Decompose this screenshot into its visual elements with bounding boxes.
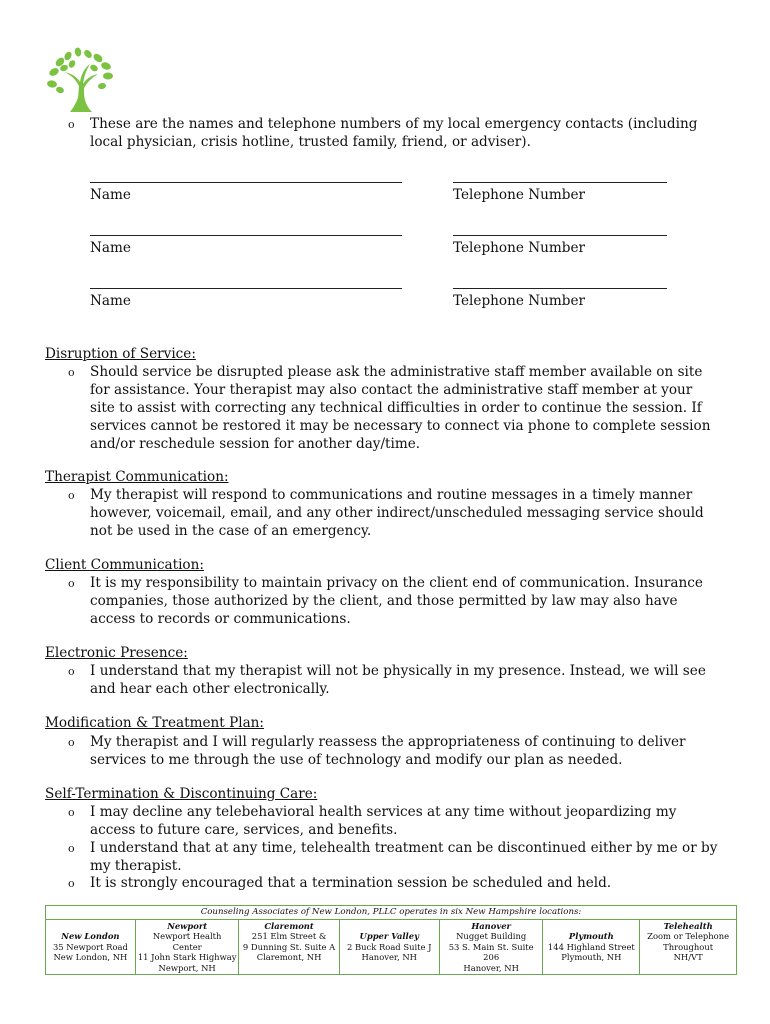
location-line: Hanover, NH (463, 962, 519, 973)
list-item (68, 839, 720, 875)
item-text: It is strongly encouraged that a termination session be scheduled and held. (90, 875, 612, 891)
location-line: Newport Health Center (152, 931, 222, 952)
list-item (68, 874, 720, 893)
location-line: Nugget Building (456, 931, 527, 941)
bullet-marker: o (68, 118, 75, 131)
location-line: 35 Newport Road (52, 941, 128, 952)
location-name: Telehealth (663, 920, 713, 931)
location-line: 144 Highland Street (547, 941, 635, 952)
section-heading-electronic: Electronic Presence: (45, 645, 188, 661)
bullet-marker: o (68, 842, 75, 855)
bullet-marker: o (68, 665, 75, 678)
location-name: Newport (167, 920, 208, 931)
location-line: New London, NH (53, 952, 128, 962)
list-item (68, 486, 720, 540)
location-line: 2 Buck Road Suite J (347, 941, 432, 952)
list-item (68, 733, 720, 769)
bullet-marker: o (68, 877, 75, 890)
location-cell (239, 919, 339, 975)
location-line: NH/VT (673, 952, 703, 962)
item-text: It is my responsibility to maintain privacy on the client end of communication. Insurance companies, those authorized by the client, and those permitted by law may also have access to records or communications. (90, 575, 703, 627)
section-heading-termination: Self-Termination & Discontinuing Care: (45, 786, 318, 802)
location-line: Claremont, NH (256, 952, 322, 962)
location-cell (46, 919, 136, 975)
location-line: Hanover, NH (361, 952, 417, 962)
phone-label: Telephone Number (453, 187, 585, 203)
item-text: My therapist and I will regularly reassess the appropriateness of continuing to deliver services to me through the use of technology and modify our plan as needed. (90, 734, 686, 768)
location-line: 9 Dunning St. Suite A (242, 941, 336, 952)
location-cell (543, 919, 640, 975)
location-cell (439, 919, 543, 975)
location-name: Upper Valley (359, 931, 419, 941)
location-name: Claremont (264, 920, 314, 931)
locations-footer-table (45, 905, 737, 975)
tree-logo-icon (44, 46, 116, 112)
location-cell (135, 919, 239, 975)
location-line: Newport, NH (158, 962, 216, 973)
location-name: New London (61, 931, 120, 941)
location-name: Plymouth (568, 931, 614, 941)
item-text: I understand that at any time, telehealth treatment can be discontinued either by me or by my therapist. (90, 840, 718, 874)
name-label: Name (90, 187, 131, 203)
location-line: Throughout (663, 941, 714, 952)
section-heading-disruption: Disruption of Service: (45, 346, 196, 362)
location-line: Plymouth, NH (561, 952, 622, 962)
section-heading-modification: Modification & Treatment Plan: (45, 715, 265, 731)
phone-label: Telephone Number (453, 240, 585, 256)
item-text: I may decline any telebehavioral health services at any time without jeopardizing my access to future care, services, and benefits. (90, 804, 677, 838)
phone-blank-line[interactable] (453, 235, 667, 236)
location-cell (640, 919, 737, 975)
list-item (68, 574, 720, 628)
intro-bullet (68, 115, 720, 151)
list-item (68, 662, 720, 698)
intro-text: These are the names and telephone numbers of my local emergency contacts (including local physician, crisis hotline, trusted family, friend, or adviser). (90, 116, 698, 150)
bullet-marker: o (68, 736, 75, 749)
location-line: 11 John Stark Highway (137, 952, 237, 962)
phone-blank-line[interactable] (453, 182, 667, 183)
phone-label: Telephone Number (453, 293, 585, 309)
phone-blank-line[interactable] (453, 288, 667, 289)
bullet-marker: o (68, 577, 75, 590)
item-text: My therapist will respond to communications and routine messages in a timely manner however, voicemail, email, and any other indirect/unscheduled messaging service should not be used in the case of an emergency. (90, 487, 704, 539)
location-line: Zoom or Telephone (647, 931, 730, 941)
bullet-marker: o (68, 806, 75, 819)
list-item (68, 363, 720, 453)
section-heading-therapist: Therapist Communication: (45, 469, 229, 485)
item-text: I understand that my therapist will not be physically in my presence. Instead, we will see and hear each other electronically. (90, 663, 706, 697)
name-label: Name (90, 240, 131, 256)
name-blank-line[interactable] (90, 235, 402, 236)
list-item (68, 803, 720, 839)
bullet-marker: o (68, 489, 75, 502)
section-heading-client: Client Communication: (45, 557, 204, 573)
name-label: Name (90, 293, 131, 309)
location-line: 251 Elm Street & (251, 931, 327, 941)
footer-header: Counseling Associates of New London, PLLC operates in six New Hampshire locations: (46, 906, 737, 920)
item-text: Should service be disrupted please ask the administrative staff member available on site for assistance. Your therapist may also contact the administrative staff member at your site to assist with correcting any technical difficulties in order to continue the session. If services cannot be restored it may be necessary to connect via phone to complete session and/or reschedule session for another day/time. (90, 364, 711, 452)
name-blank-line[interactable] (90, 288, 402, 289)
name-blank-line[interactable] (90, 182, 402, 183)
location-line: 53 S. Main St. Suite 206 (448, 941, 534, 962)
location-cell (339, 919, 439, 975)
location-name: Hanover (471, 920, 511, 931)
bullet-marker: o (68, 366, 75, 379)
